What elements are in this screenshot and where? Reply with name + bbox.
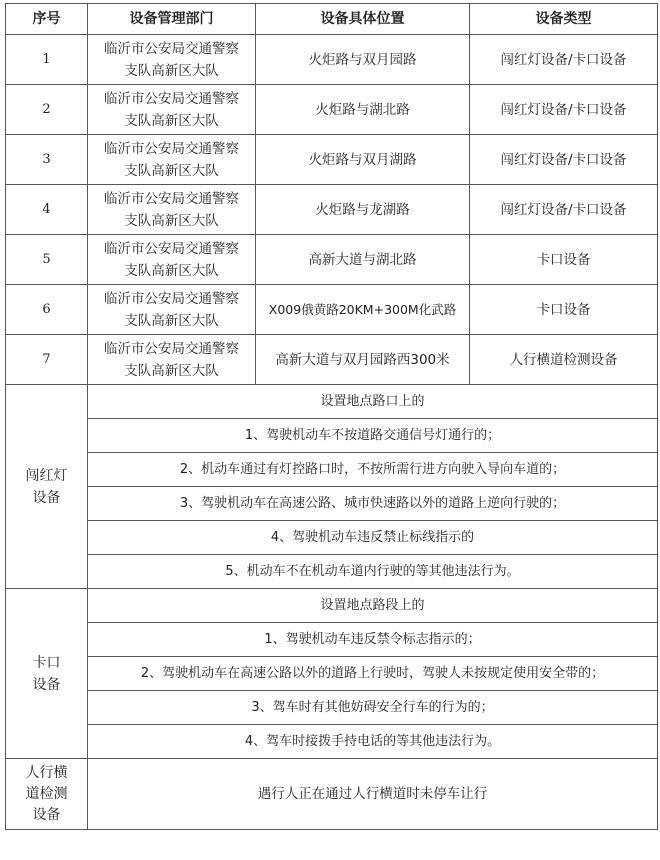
table-row [6, 235, 658, 285]
table-row [6, 185, 658, 235]
rule-text: 4、驾车时接拨手持电话的等其他违法行为。 [88, 725, 658, 759]
rule-text: 5、机动车不在机动车道内行驶的等其他违法行为。 [88, 555, 658, 589]
row-department [88, 135, 256, 185]
row-type: 闯红灯设备/卡口设备 [470, 85, 658, 135]
redlight-section-row [6, 555, 658, 589]
table-row [6, 35, 658, 85]
rule-text: 1、驾驶机动车不按道路交通信号灯通行的； [88, 419, 658, 453]
row-department [88, 335, 256, 385]
header-row [6, 4, 658, 35]
row-department [88, 185, 256, 235]
row-type: 人行横道检测设备 [470, 335, 658, 385]
rule-text: 2、机动车通过有灯控路口时，不按所需行进方向驶入导向车道的； [88, 453, 658, 487]
checkpoint-section-row [6, 589, 658, 623]
header-department: 设备管理部门 [88, 4, 256, 35]
row-location: 火炬路与双月园路 [256, 35, 470, 85]
table-row [6, 335, 658, 385]
category-line3: 设备 [32, 806, 61, 823]
category-line1: 人行横 [25, 764, 68, 781]
row-location: 火炬路与双月湖路 [256, 135, 470, 185]
dept-line2: 支队高新区大队 [124, 112, 219, 129]
checkpoint-section-row [6, 725, 658, 759]
row-index: 2 [6, 85, 88, 135]
row-location: 高新大道与湖北路 [256, 235, 470, 285]
redlight-section-row [6, 453, 658, 487]
dept-line1: 临沂市公安局交通警察 [104, 340, 239, 357]
row-department [88, 35, 256, 85]
dept-line1: 临沂市公安局交通警察 [104, 190, 239, 207]
row-type: 卡口设备 [470, 235, 658, 285]
category-line1: 卡口 [32, 654, 61, 671]
redlight-section-row [6, 487, 658, 521]
redlight-section-row [6, 385, 658, 419]
crosswalk-row [6, 759, 658, 830]
checkpoint-section-row [6, 623, 658, 657]
header-type: 设备类型 [470, 4, 658, 35]
rule-text: 1、驾驶机动车违反禁令标志指示的； [88, 623, 658, 657]
dept-line1: 临沂市公安局交通警察 [104, 290, 239, 307]
row-index: 6 [6, 285, 88, 335]
crosswalk-rule-text: 遇行人正在通过人行横道时未停车让行 [88, 759, 658, 830]
row-index: 7 [6, 335, 88, 385]
header-index: 序号 [6, 4, 88, 35]
rule-text: 设置地点路段上的 [88, 589, 658, 623]
table-row [6, 135, 658, 185]
row-type: 闯红灯设备/卡口设备 [470, 185, 658, 235]
dept-line2: 支队高新区大队 [124, 162, 219, 179]
checkpoint-section-row [6, 691, 658, 725]
row-location: X009俄黄路20KM+300M化武路 [256, 285, 470, 335]
row-location: 火炬路与龙湖路 [256, 185, 470, 235]
category-line1: 闯红灯 [25, 467, 68, 484]
table-row [6, 85, 658, 135]
rule-text: 3、驾驶机动车在高速公路、城市快速路以外的道路上逆向行驶的； [88, 487, 658, 521]
dept-line2: 支队高新区大队 [124, 312, 219, 329]
dept-line1: 临沂市公安局交通警察 [104, 240, 239, 257]
redlight-section-row [6, 419, 658, 453]
row-department [88, 235, 256, 285]
row-index: 3 [6, 135, 88, 185]
row-type: 闯红灯设备/卡口设备 [470, 135, 658, 185]
row-department [88, 85, 256, 135]
row-location: 火炬路与湖北路 [256, 85, 470, 135]
rule-text: 3、驾车时有其他妨碍安全行车的行为的； [88, 691, 658, 725]
dept-line1: 临沂市公安局交通警察 [104, 90, 239, 107]
rule-text: 2、驾驶机动车在高速公路以外的道路上行驶时，驾驶人未按规定使用安全带的； [88, 657, 658, 691]
row-index: 4 [6, 185, 88, 235]
dept-line2: 支队高新区大队 [124, 262, 219, 279]
dept-line2: 支队高新区大队 [124, 62, 219, 79]
checkpoint-section-row [6, 657, 658, 691]
dept-line1: 临沂市公安局交通警察 [104, 40, 239, 57]
row-index: 1 [6, 35, 88, 85]
category-checkpoint [6, 589, 88, 759]
table-row [6, 285, 658, 335]
category-line2: 设备 [32, 489, 61, 506]
dept-line2: 支队高新区大队 [124, 362, 219, 379]
category-line2: 道检测 [25, 785, 68, 802]
category-crosswalk [6, 759, 88, 830]
redlight-section-row [6, 521, 658, 555]
dept-line1: 临沂市公安局交通警察 [104, 140, 239, 157]
row-department [88, 285, 256, 335]
device-table [5, 3, 658, 830]
row-type: 卡口设备 [470, 285, 658, 335]
row-location: 高新大道与双月园路西300米 [256, 335, 470, 385]
row-type: 闯红灯设备/卡口设备 [470, 35, 658, 85]
dept-line2: 支队高新区大队 [124, 212, 219, 229]
rule-text: 设置地点路口上的 [88, 385, 658, 419]
category-line2: 设备 [32, 676, 61, 693]
header-location: 设备具体位置 [256, 4, 470, 35]
rule-text: 4、驾驶机动车违反禁止标线指示的 [88, 521, 658, 555]
row-index: 5 [6, 235, 88, 285]
category-redlight [6, 385, 88, 589]
